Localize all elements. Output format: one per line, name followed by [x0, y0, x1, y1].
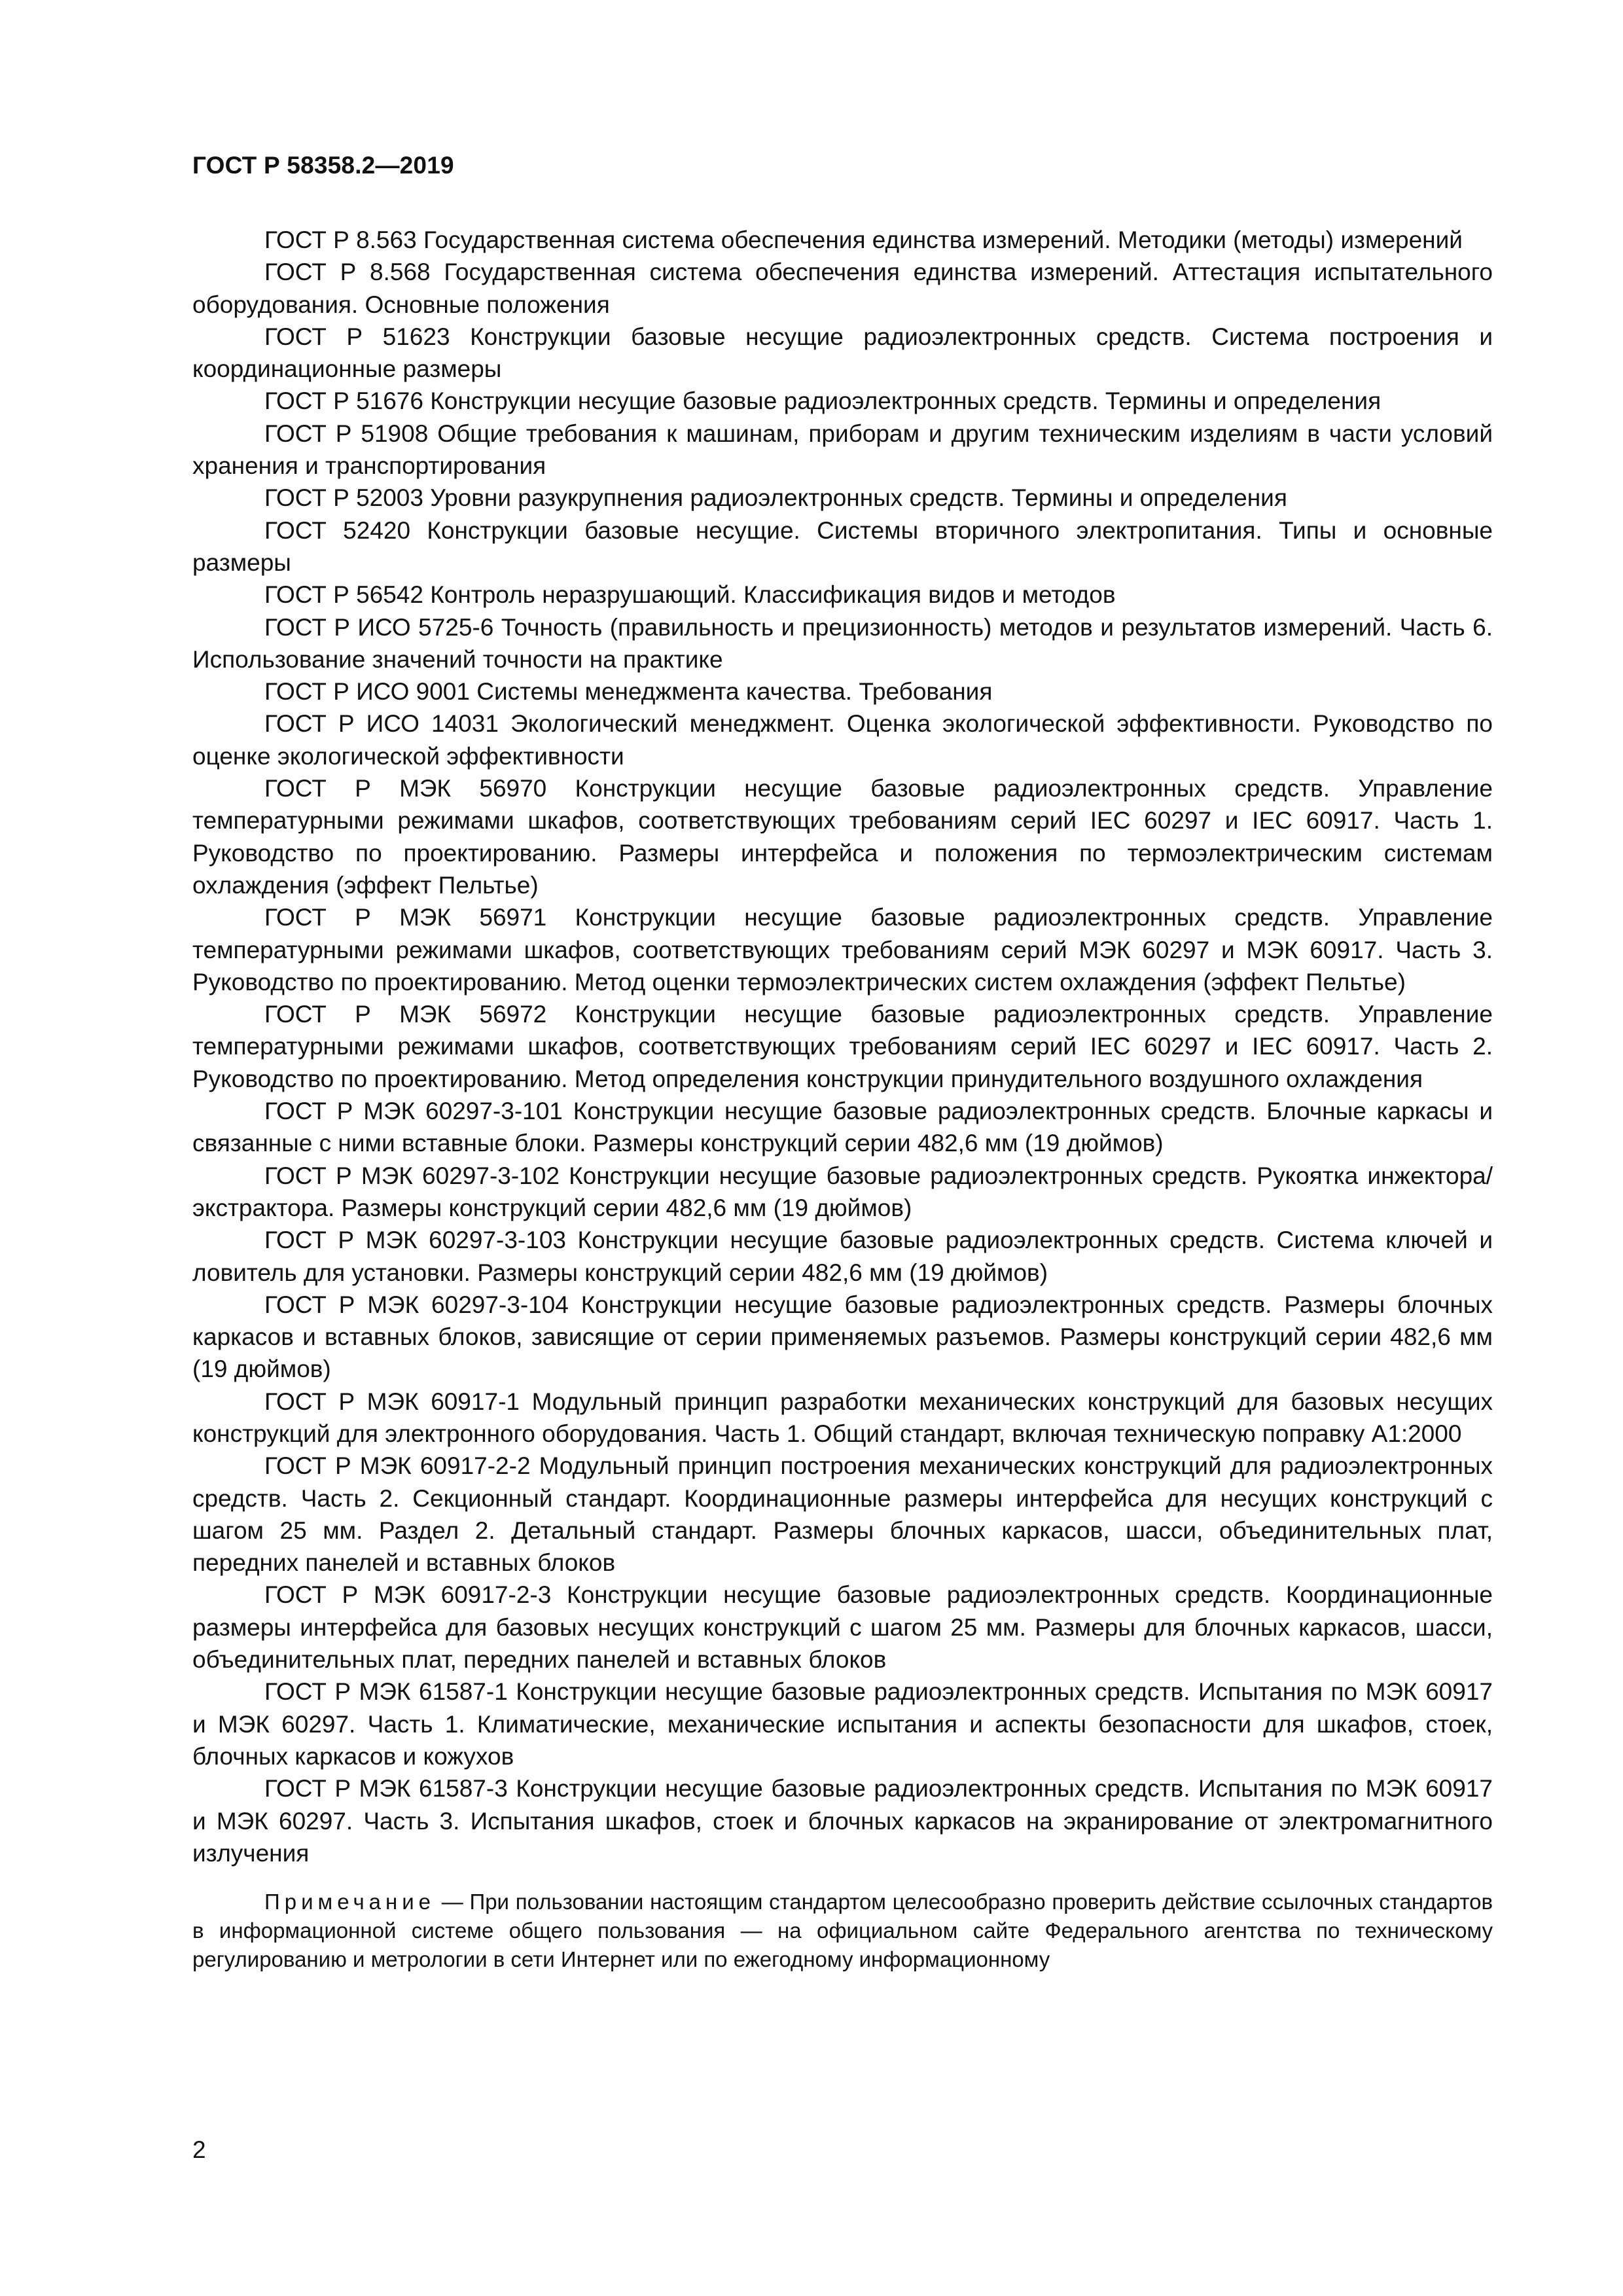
reference-item: ГОСТ Р 52003 Уровни разукрупнения радиоэлектронных средств. Термины и определения	[264, 484, 1287, 512]
reference-item: ГОСТ 52420 Конструкции базовые несущие. Системы вторичного электропитания. Типы и основные размеры	[192, 516, 1493, 576]
reference-item: ГОСТ Р МЭК 61587-3 Конструкции несущие базовые радиоэлектронных средств. Испытания по МЭК 60917 и МЭК 60297. Часть 3. Испытания шкафов, стоек и блочных каркасов на экранирование от электромагнитного излучения	[192, 1775, 1493, 1867]
document-standard-code: ГОСТ Р 58358.2—2019	[192, 152, 454, 179]
reference-item: ГОСТ Р МЭК 60917-1 Модульный принцип разработки механических конструкций для базовых несущих конструкций для электронного оборудования. Часть 1. Общий стандарт, включая техническую поправку А1:2000	[192, 1388, 1493, 1447]
note-paragraph	[192, 1888, 1493, 1974]
reference-item: ГОСТ Р 51676 Конструкции несущие базовые радиоэлектронных средств. Термины и определения	[264, 387, 1382, 415]
page-number: 2	[192, 2136, 206, 2163]
reference-item: ГОСТ Р МЭК 60297-3-103 Конструкции несущие базовые радиоэлектронных средств. Система ключей и ловитель для установки. Размеры конструкций серии 482,6 мм (19 дюймов)	[192, 1227, 1493, 1286]
reference-item: ГОСТ Р МЭК 61587-1 Конструкции несущие базовые радиоэлектронных средств. Испытания по МЭК 60917 и МЭК 60297. Часть 1. Климатические, механические испытания и аспекты безопасности для шкафов, стоек, блочных каркасов и кожухов	[192, 1678, 1493, 1770]
document-header	[192, 152, 454, 179]
reference-item: ГОСТ Р МЭК 60917-2-2 Модульный принцип построения механических конструкций для радиоэлектронных средств. Часть 2. Секционный стандарт. Координационные размеры интерфейса для несущих конструкций с шагом 25 мм. Раздел 2. Детальный стандарт. Размеры блочных каркасов, шасси, объединительных плат, передних панелей и вставных блоков	[192, 1452, 1493, 1577]
reference-item: ГОСТ Р МЭК 56972 Конструкции несущие базовые радиоэлектронных средств. Управление температурными режимами шкафов, соответствующих требованиям серий IEC 60297 и IEC 60917. Часть 2. Руководство по проектированию. Метод определения конструкции принудительного воздушного охлаждения	[192, 1001, 1493, 1092]
reference-item: ГОСТ Р МЭК 60297-3-104 Конструкции несущие базовые радиоэлектронных средств. Размеры блочных каркасов и вставных блоков, зависящие от серии применяемых разъемов. Размеры конструкций серии 482,6 мм (19 дюймов)	[192, 1291, 1493, 1383]
reference-item: ГОСТ Р 51623 Конструкции базовые несущие радиоэлектронных средств. Система построения и координационные размеры	[192, 323, 1493, 383]
reference-item: ГОСТ Р 8.568 Государственная система обеспечения единства измерений. Аттестация испытательного оборудования. Основные положения	[192, 259, 1493, 318]
reference-item: ГОСТ Р МЭК 56970 Конструкции несущие базовые радиоэлектронных средств. Управление температурными режимами шкафов, соответствующих требованиям серий IEC 60297 и IEC 60917. Часть 1. Руководство по проектированию. Размеры интерфейса и положения по термоэлектрическим системам охлаждения (эффект Пельтье)	[192, 775, 1493, 899]
reference-item: ГОСТ Р МЭК 56971 Конструкции несущие базовые радиоэлектронных средств. Управление температурными режимами шкафов, соответствующих требованиям серий МЭК 60297 и МЭК 60917. Часть 3. Руководство по проектированию. Метод оценки термоэлектрических систем охлаждения (эффект Пельтье)	[192, 904, 1493, 996]
reference-item: ГОСТ Р 51908 Общие требования к машинам, приборам и другим техническим изделиям в части условий хранения и транспортирования	[192, 420, 1493, 480]
reference-item: ГОСТ Р МЭК 60297-3-102 Конструкции несущие базовые радиоэлектронных средств. Рукоятка инжектора/экстрактора. Размеры конструкций серии 482,6 мм (19 дюймов)	[192, 1162, 1493, 1221]
reference-item: ГОСТ Р ИСО 14031 Экологический менеджмент. Оценка экологической эффективности. Руководство по оценке экологической эффективности	[192, 710, 1493, 770]
note-label: Примечание	[264, 1890, 436, 1914]
normative-references-section	[192, 224, 1493, 1974]
reference-item: ГОСТ Р 8.563 Государственная система обеспечения единства измерений. Методики (методы) измерений	[264, 226, 1463, 253]
note-text: — При пользовании настоящим стандартом целесообразно проверить действие ссылочных стандартов в информационной системе общего пользования — на официальном сайте Федерального агентства по техническому регулированию и метрологии в сети Интернет или по ежегодному информационному	[192, 1890, 1493, 1972]
reference-item: ГОСТ Р ИСО 5725-6 Точность (правильность и прецизионность) методов и результатов измерений. Часть 6. Использование значений точности на практике	[192, 613, 1493, 673]
reference-item: ГОСТ Р МЭК 60297-3-101 Конструкции несущие базовые радиоэлектронных средств. Блочные каркасы и связанные с ними вставные блоки. Размеры конструкций серии 482,6 мм (19 дюймов)	[192, 1098, 1493, 1157]
reference-item: ГОСТ Р ИСО 9001 Системы менеджмента качества. Требования	[264, 678, 993, 706]
reference-item: ГОСТ Р МЭК 60917-2-3 Конструкции несущие базовые радиоэлектронных средств. Координационные размеры интерфейса для базовых несущих конструкций с шагом 25 мм. Размеры для блочных каркасов, шасси, объединительных плат, передних панелей и вставных блоков	[192, 1581, 1493, 1674]
reference-item: ГОСТ Р 56542 Контроль неразрушающий. Классификация видов и методов	[264, 581, 1116, 609]
